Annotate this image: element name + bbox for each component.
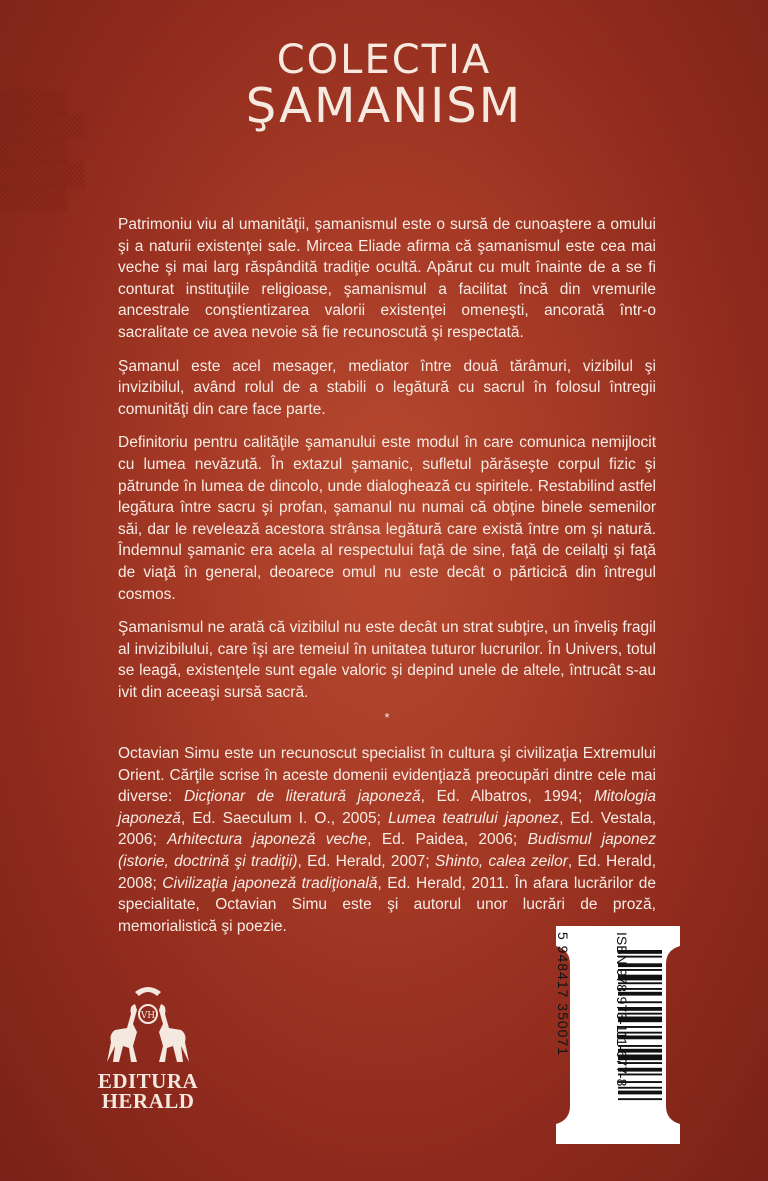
publisher-name-line1: EDITURA [97,1069,199,1093]
barcode-digits: 5 948417 350071 [555,932,571,1056]
description-text [118,214,656,949]
separator: * [384,710,390,726]
publisher-name-line2: HERALD [101,1089,195,1113]
ghost-text-decoration: ▒▒▒▒ ▒▒▒▒▒ ▒▒▒▒ ▒▒▒▒▒ ▒▒▒▒ [0,91,85,212]
series-logo-line2: ŞAMANISM [245,78,523,134]
isbn-number: ISBN 978-973-111-677-8 [614,932,630,1087]
paragraph-1: Patrimoniu viu al umanităţii, şamanismul este o sursă de cunoaştere a omului şi a naturii existenţei sale. Mircea Eliade afirma că şamanismul este cea mai veche şi mai larg răspândită tradiţie ocultă. Apărut cu mult înainte de a se fi conturat instituţiile religioase, şamanismul a facilitat încă din vremurile ancestrale conştientizarea valorii existenţei omeneşti, ancorată într-o sacralitate ce avea nevoie să fie recunoscută şi respectată. [118,216,656,341]
author-bio: Octavian Simu este un recunoscut specialist în cultura şi civilizaţia Extremului Orient. Cărţile scrise în aceste domenii evidenţiază preocupări dintre cele mai diverse: Dicţionar de literatură japoneză, Ed. Albatros, 1994; Mitologia japoneză, Ed. Saeculum I. O., 2005; Lumea teatrului japonez, Ed. Vestala, 2006; Arhitectura japoneză veche, Ed. Paidea, 2006; Budismul japonez (istorie, doctrină şi tradiţii), Ed. Herald, 2007; Shinto, calea zeilor, Ed. Herald, 2008; Civilizaţia japoneză tradiţională, Ed. Herald, 2011. În afara lucrărilor de specialitate, Octavian Simu este şi autorul unor lucrări de proză, memorialistică şi poezie. [118,745,657,935]
svg-text:VH: VH [140,1011,156,1021]
publisher-logo [88,984,208,1111]
paragraph-4: Şamanismul ne arată că vizibilul nu este decât un strat subţire, un înveliş fragil al invizibilului, care îşi are temeiul în unitatea tuturor lucrurilor. În Univers, totul se leagă, existenţele sunt egale valoric şi depind unele de altele, întrucât s-au ivit din aceeaşi sursă sacră. [118,619,656,701]
series-logo [0,37,768,134]
paragraph-2: Şamanul este acel mesager, mediator între două tărâmuri, vizibilul şi invizibilul, având rolul de a stabili o legătură cu sacrul în folosul întregii comunităţi din care face parte. [118,357,656,418]
series-logo-line1: COLECTIA [276,37,492,83]
centaur-emblem-icon [93,984,203,1066]
paragraph-3: Definitoriu pentru calităţile şamanului este modul în care comunica nemijlocit cu lumea nevăzută. În extazul şamanic, sufletul părăseşte corpul fizic şi pătrunde în lumea de dincolo, unde dialoghează cu spiritele. Restabilind astfel legătura între sacru şi profan, şamanul nu numai că obţine binele semenilor săi, dar le revelează acestora strânsa legătură care există între om şi natură. Îndemnul şamanic era acela al respectului faţă de sine, faţă de ceilalţi şi faţă de viaţă în general, deoarece omul nu este decât o părticică din întregul cosmos. [118,434,656,603]
